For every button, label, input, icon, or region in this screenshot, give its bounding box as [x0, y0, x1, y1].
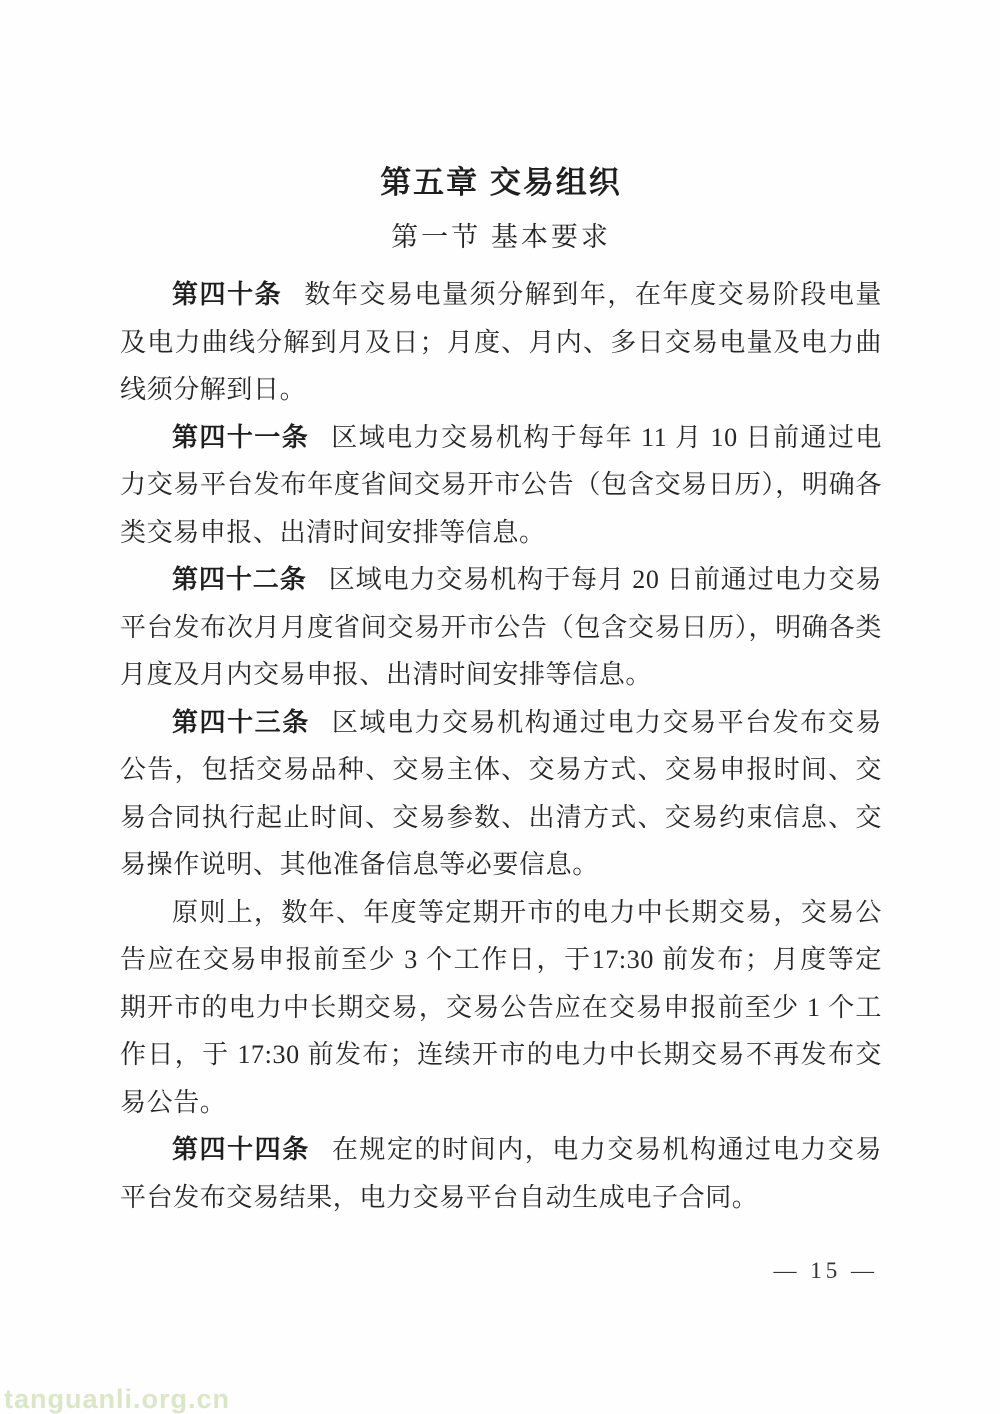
article-43-text: 区域电力交易机构通过电力交易平台发布交易公告，包括交易品种、交易主体、交易方式、交易申报时间、交易合同执行起止时间、交易参数、出清方式、交易约束信息、交易操作说明、其他准备信息等必要信息。 [120, 707, 882, 879]
article-41-number: 第四十一条 [172, 422, 310, 452]
article-42-number: 第四十二条 [172, 565, 307, 594]
article-40-text: 数年交易电量须分解到年，在年度交易阶段电量及电力曲线分解到月及日；月度、月内、多日交易电量及电力曲线须分解到日。 [120, 280, 882, 404]
paragraph-article-44 [120, 1126, 882, 1221]
page-content [120, 163, 882, 1221]
paragraph-article-43 [120, 699, 882, 889]
article-42-text: 区域电力交易机构于每月 20 日前通过电力交易平台发布次月月度省间交易开市公告（包含交易日历），明确各类月度及月内交易申报、出清时间安排等信息。 [120, 565, 882, 689]
article-40-number: 第四十条 [172, 280, 283, 309]
paragraph-article-41 [120, 414, 882, 557]
article-43-number: 第四十三条 [172, 707, 310, 737]
watermark-bottom-left: tanguanli.org.cn [4, 1384, 231, 1414]
article-41-text: 区域电力交易机构于每年 11 月 10 日前通过电力交易平台发布年度省间交易开市公告（包含交易日历），明确各类交易申报、出清时间安排等信息。 [120, 422, 882, 547]
article-44-text: 在规定的时间内，电力交易机构通过电力交易平台发布交易结果，电力交易平台自动生成电子合同。 [120, 1135, 882, 1212]
paragraph-principle [120, 889, 882, 1127]
chapter-title: 第五章 交易组织 [380, 165, 622, 200]
page-number: — 15 — [773, 1258, 878, 1283]
paragraph-article-42 [120, 556, 882, 699]
body-text [120, 271, 882, 1221]
section-title: 第一节 基本要求 [391, 222, 611, 252]
principle-paragraph-text: 原则上，数年、年度等定期开市的电力中长期交易，交易公告应在交易申报前至少 3 个工作日，于17:30 前发布；月度等定期开市的电力中长期交易，交易公告应在交易申报前至少 1 个工作日，于 17:30 前发布；连续开市的电力中长期交易不再发布交易公告。 [120, 897, 882, 1117]
article-44-number: 第四十四条 [172, 1135, 310, 1164]
paragraph-article-40 [120, 271, 882, 414]
